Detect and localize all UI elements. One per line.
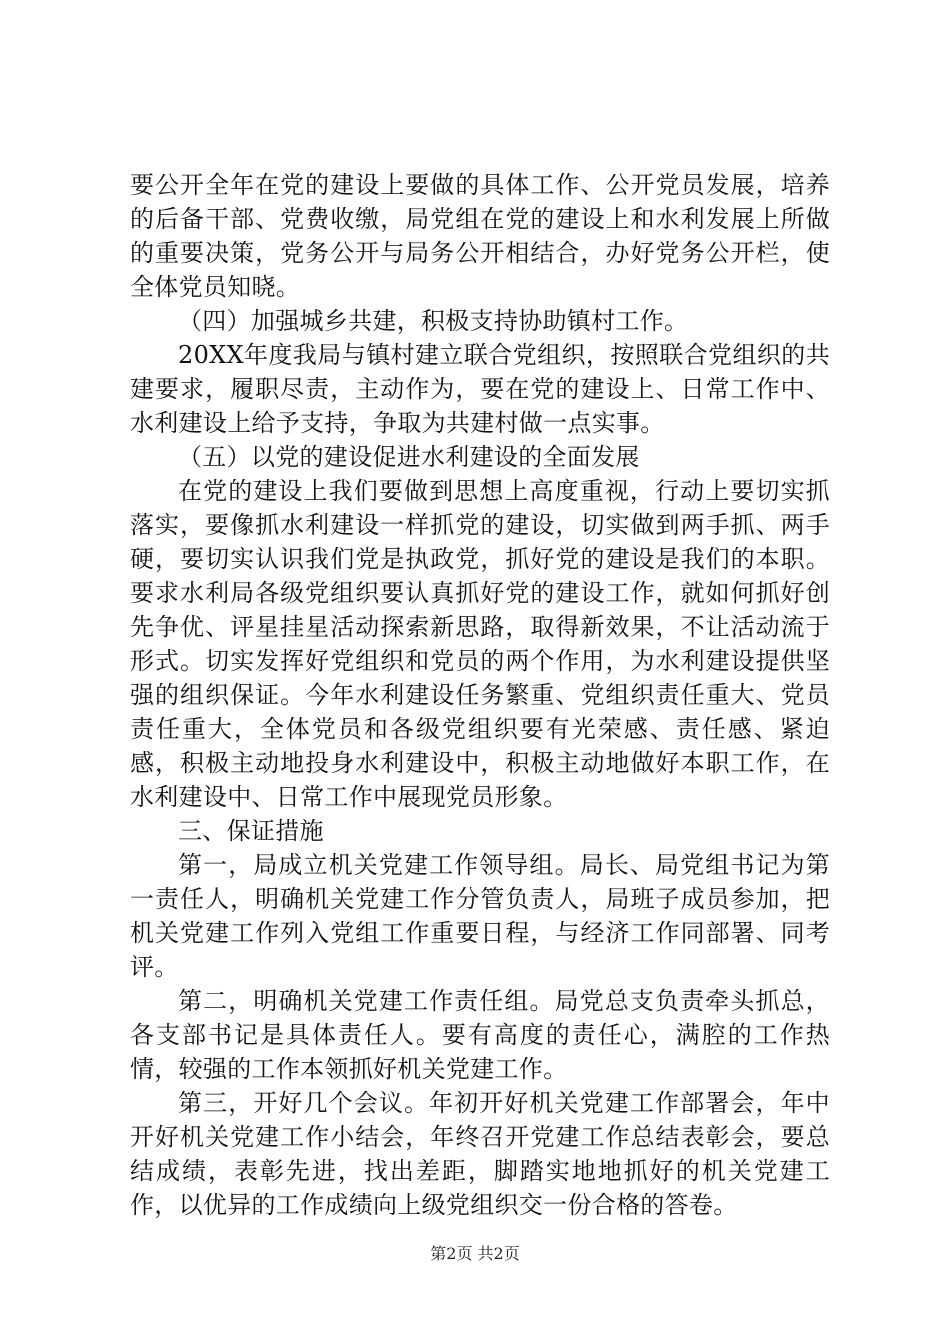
heading-guarantee-measures: 三、保证措施 bbox=[178, 817, 324, 845]
paragraph-intro-continued: 要公开全年在党的建设上要做的具体工作、公开党员发展，培养的后备干部、党费收缴，局党组在党的建设上和水利发展上所做的重要决策，党务公开与局务公开相结合，办好党务公开栏，使全体党员知晓。 bbox=[130, 171, 830, 301]
paragraph-joint-construction: 20XX年度我局与镇村建立联合党组织，按照联合党组织的共建要求，履职尽责，主动作为，要在党的建设上、日常工作中、水利建设上给予支持，争取为共建村做一点实事。 bbox=[130, 341, 830, 437]
page-footer: 第2页 共2页 bbox=[430, 1244, 520, 1263]
document-body bbox=[130, 168, 830, 1222]
paragraph-measure-third: 第三，开好几个会议。年初开好机关党建工作部署会，年中开好机关党建工作小结会，年终召开党建工作总结表彰会，要总结成绩，表彰先进，找出差距，脚踏实地地抓好的机关党建工作，以优异的工作成绩向上级党组织交一份合格的答卷。 bbox=[130, 1089, 830, 1219]
paragraph-measure-first: 第一，局成立机关党建工作领导组。局长、局党组书记为第一责任人，明确机关党建工作分管负责人，局班子成员参加，把机关党建工作列入党组工作重要日程，与经济工作同部署、同考评。 bbox=[130, 851, 830, 981]
paragraph-party-building: 在党的建设上我们要做到思想上高度重视，行动上要切实抓落实，要像抓水利建设一样抓党的建设，切实做到两手抓、两手硬，要切实认识我们党是执政党，抓好党的建设是我们的本职。要求水利局各级党组织要认真抓好党的建设工作，就如何抓好创先争优、评星挂星活动探索新思路，取得新效果，不让活动流于形式。切实发挥好党组织和党员的两个作用，为水利建设提供坚强的组织保证。今年水利建设任务繁重、党组织责任重大、党员责任重大，全体党员和各级党组织要有光荣感、责任感、紧迫感，积极主动地投身水利建设中，积极主动地做好本职工作，在水利建设中、日常工作中展现党员形象。 bbox=[130, 477, 830, 811]
paragraph-measure-second: 第二，明确机关党建工作责任组。局党总支负责牵头抓总，各支部书记是具体责任人。要有高度的责任心，满腔的工作热情，较强的工作本领抓好机关党建工作。 bbox=[130, 987, 830, 1083]
heading-section-four: （四）加强城乡共建，积极支持协助镇村工作。 bbox=[178, 307, 689, 335]
heading-section-five: （五）以党的建设促进水利建设的全面发展 bbox=[178, 443, 640, 471]
